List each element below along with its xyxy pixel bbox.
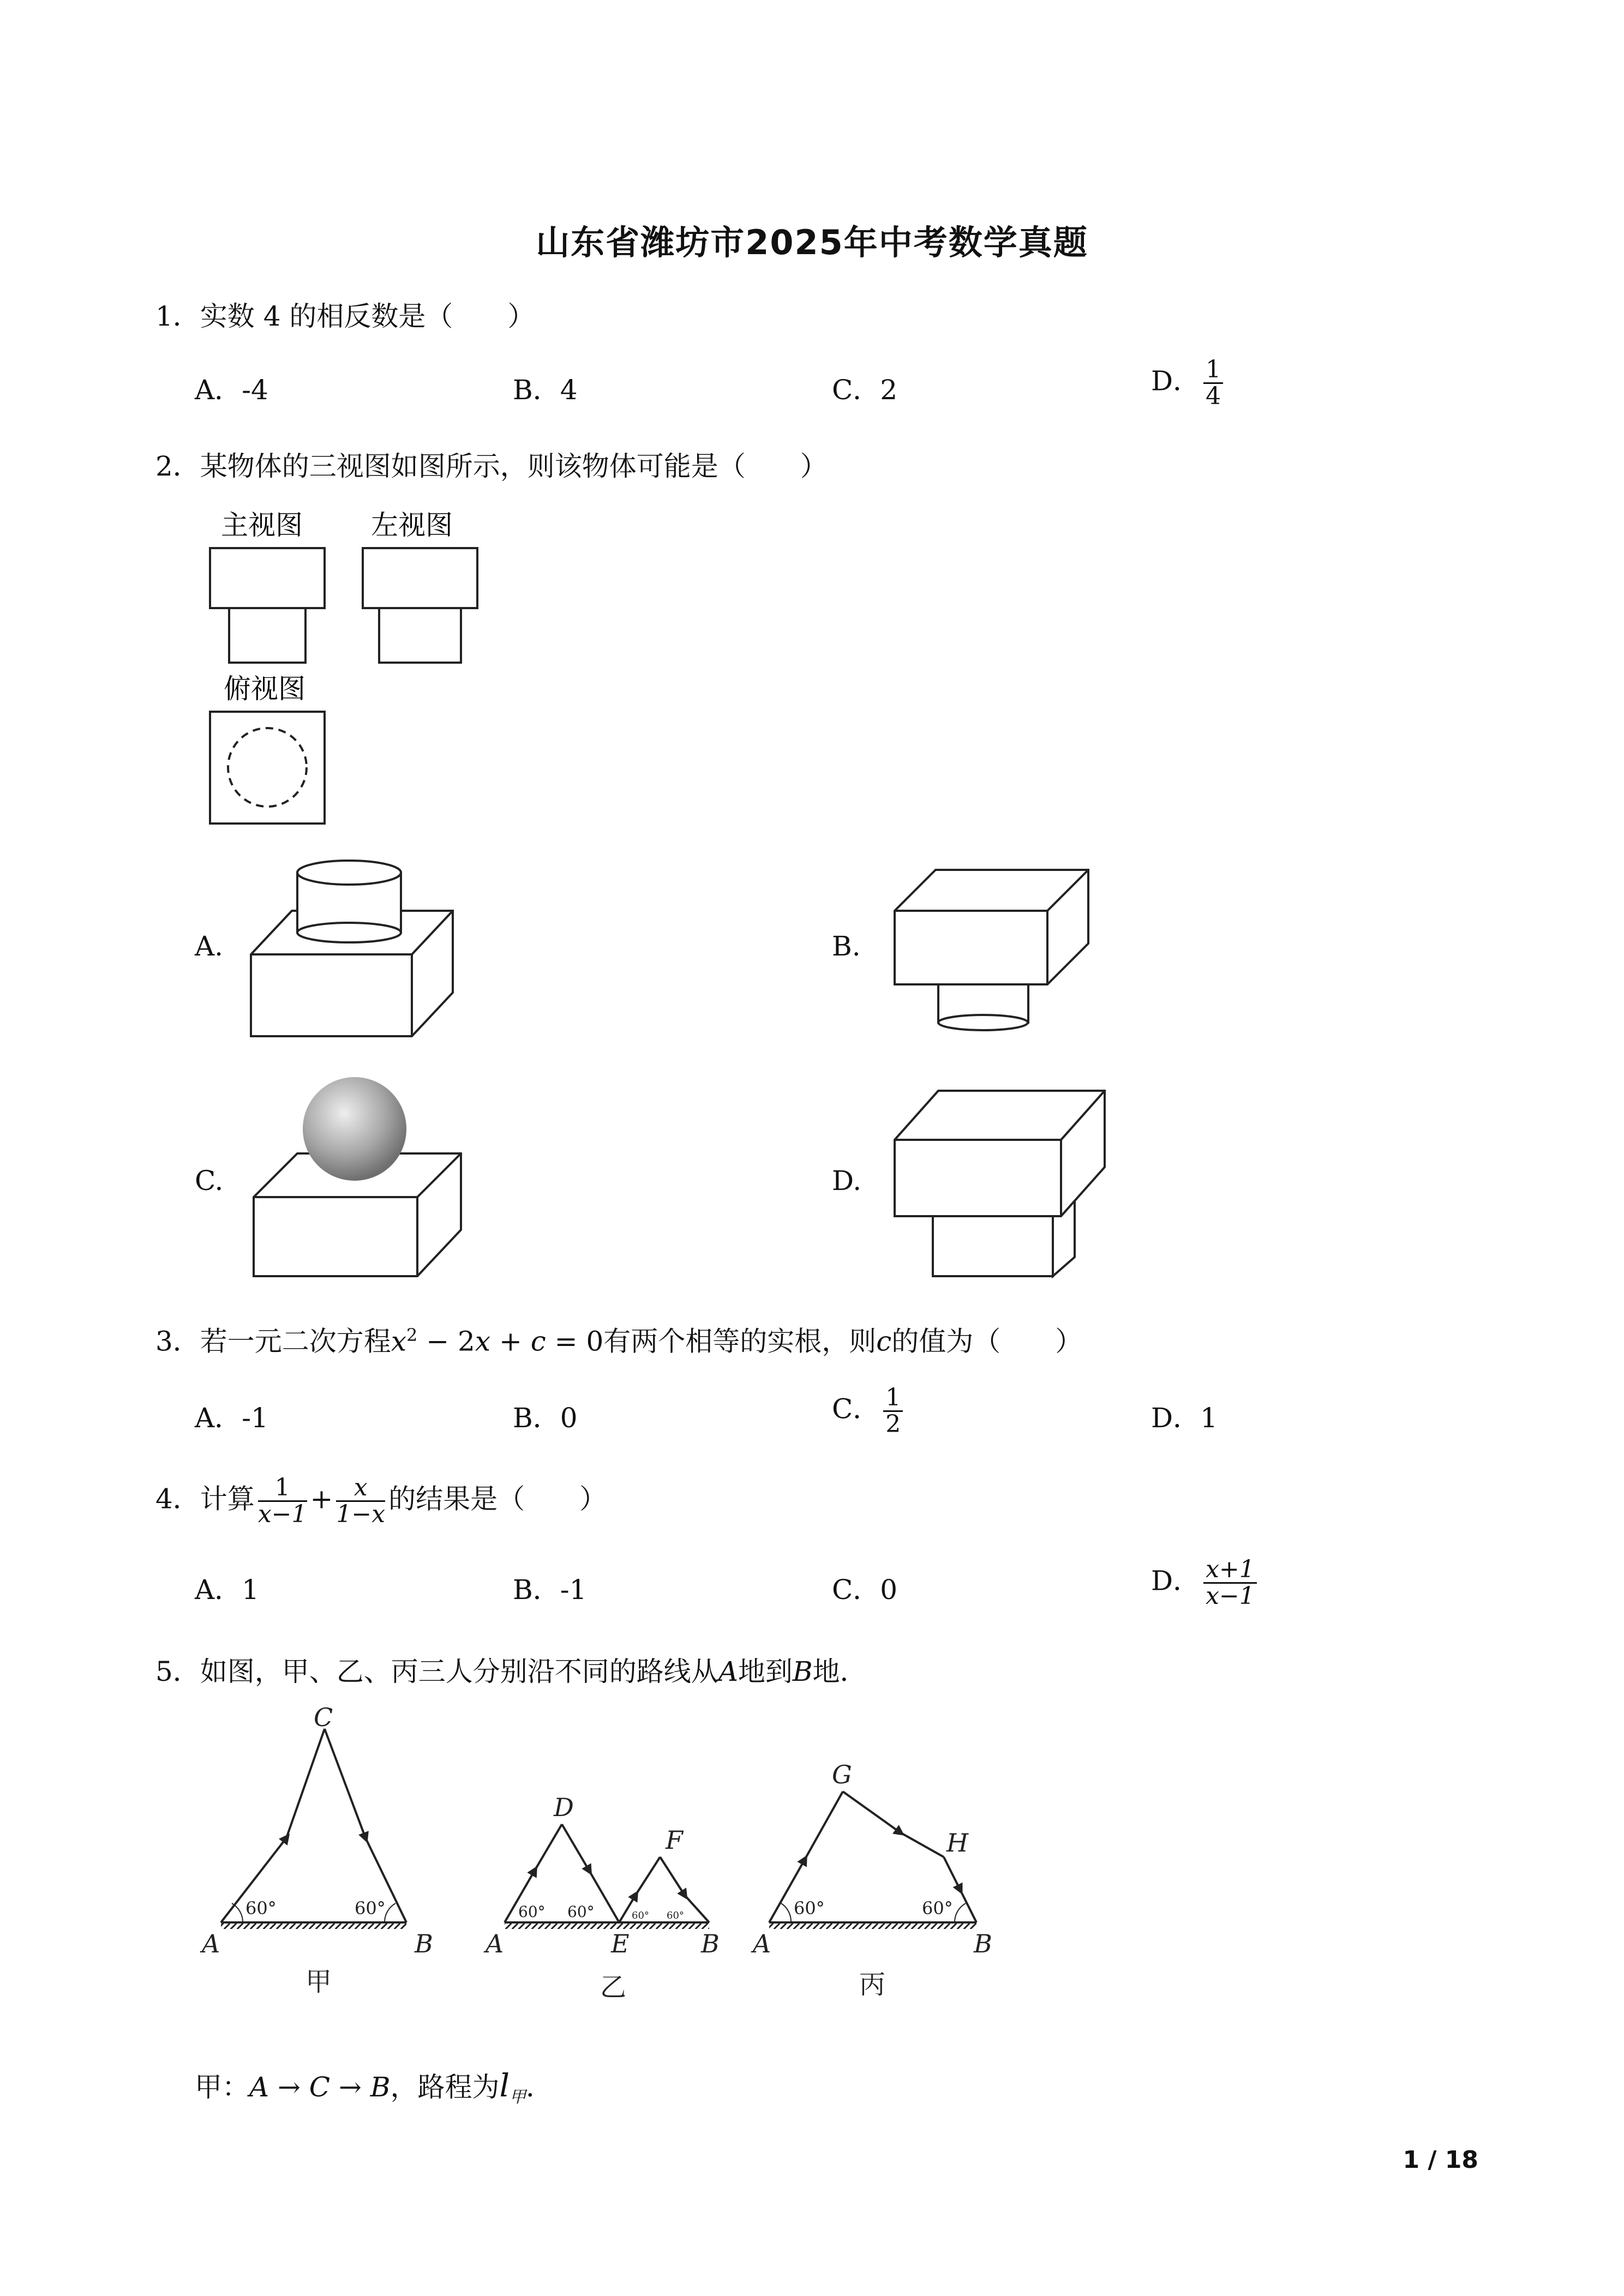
- q3-option-c: C． $\frac{1}{2}$: [832, 1385, 906, 1437]
- label-E: E: [611, 1929, 630, 1958]
- q2-option-d-label: D.: [832, 1165, 862, 1197]
- angle-jia-right: 60°: [355, 1898, 386, 1919]
- angle-jia-left: 60°: [245, 1898, 277, 1919]
- left-view-label: 左视图: [371, 509, 453, 541]
- q2-option-b-label: B.: [832, 930, 861, 962]
- q3-option-b: B．0: [513, 1402, 578, 1434]
- q2-option-d-solid: [889, 1083, 1118, 1287]
- caption-bing: 丙: [859, 1969, 886, 2000]
- label-B-bing: B: [974, 1929, 992, 1958]
- angle-yi-2: 60°: [567, 1903, 595, 1921]
- q1-option-a: A．-4: [195, 374, 268, 406]
- q1-option-b: B．4: [513, 374, 578, 406]
- page-number: 1 / 18: [1403, 2146, 1478, 2174]
- q2-option-b-solid: [889, 862, 1096, 1036]
- q4-option-a: A．1: [195, 1574, 259, 1606]
- q1-option-c: C．2: [832, 374, 898, 406]
- routes-figure: [191, 1707, 998, 2002]
- q3-option-d: D．1: [1151, 1402, 1218, 1434]
- question-3-stem: 3．若一元二次方程$x^2 - 2x + c = 0$有两个相等的实根，则c的值为（ ）: [155, 1325, 1083, 1357]
- angle-bing-left: 60°: [794, 1898, 825, 1919]
- question-5-stem: 5．如图，甲、乙、丙三人分别沿不同的路线从A地到B地．: [155, 1656, 867, 1687]
- front-view-label: 主视图: [221, 509, 303, 541]
- label-A-yi: A: [486, 1929, 504, 1958]
- q4-option-c: C．0: [832, 1574, 898, 1606]
- label-D: D: [554, 1793, 574, 1822]
- page-title: 山东省潍坊市2025年中考数学真题: [536, 223, 1088, 262]
- q4-option-b: B．-1: [513, 1574, 587, 1606]
- label-H: H: [946, 1828, 969, 1858]
- angle-yi-1: 60°: [518, 1903, 546, 1921]
- question-1-stem: 1．实数 4 的相反数是（ ）: [155, 300, 535, 332]
- q2-option-a-label: A.: [195, 930, 224, 962]
- q4-option-d: D． $\frac{x+1}{x-1}$: [1151, 1557, 1260, 1609]
- route-jia-text: 甲：A → C → B，路程为$l_甲$．: [195, 2067, 554, 2107]
- question-2-stem: 2．某物体的三视图如图所示，则该物体可能是（ ）: [155, 450, 828, 482]
- label-B-jia: B: [415, 1929, 433, 1958]
- label-B-yi: B: [701, 1929, 720, 1958]
- caption-yi: 乙: [600, 1972, 627, 2002]
- q2-option-c-solid: [245, 1077, 475, 1290]
- caption-jia: 甲: [305, 1967, 332, 1997]
- q2-option-c-label: C.: [195, 1165, 224, 1197]
- q2-option-a-solid: [245, 856, 464, 1042]
- q1-option-d: D． $\frac{1}{4}$: [1151, 357, 1226, 409]
- three-views-figure: [202, 502, 507, 829]
- angle-bing-right: 60°: [922, 1898, 953, 1919]
- label-G: G: [832, 1760, 852, 1789]
- angle-yi-3: 60°: [632, 1910, 649, 1921]
- q3-option-a: A．-1: [195, 1402, 268, 1434]
- label-A-bing: A: [753, 1929, 771, 1958]
- label-A-jia: A: [202, 1929, 220, 1958]
- question-4-stem: 4．计算 $\frac{1}{x-1}$ + $\frac{x}{1-x}$ 的结果是（ ）: [155, 1474, 607, 1529]
- top-view-label: 俯视图: [224, 673, 305, 705]
- label-F: F: [666, 1825, 683, 1855]
- angle-yi-4: 60°: [667, 1910, 684, 1921]
- label-C: C: [314, 1707, 333, 1732]
